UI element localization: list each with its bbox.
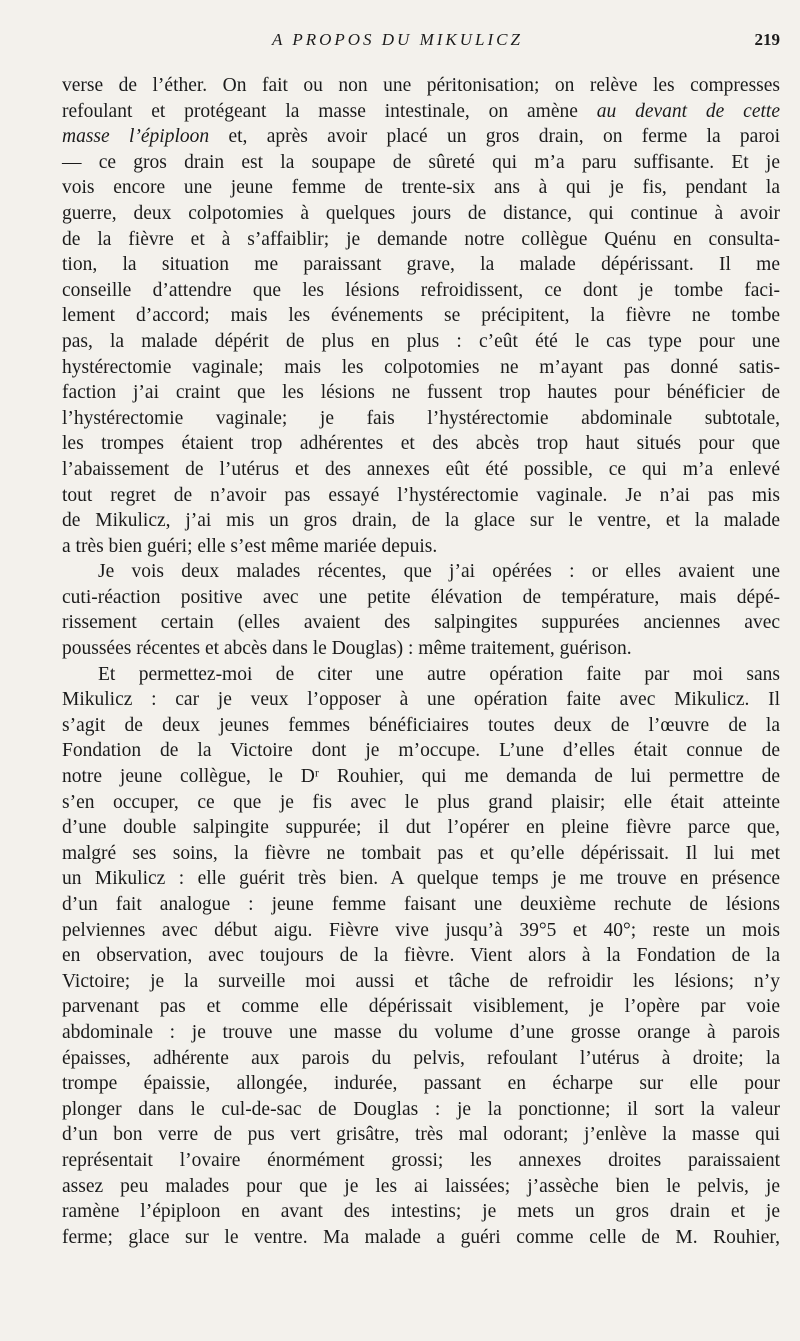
text-segment: hystérectomie vaginale; mais les colpotomies ne m’ayant pas donné satis- — [62, 356, 780, 378]
text-segment: masse l’épiploon — [62, 126, 210, 148]
text-line — [62, 994, 780, 1020]
text-segment: épaisses, adhérente aux parois du pelvis, refoulant l’utérus à droite; la — [62, 1047, 780, 1069]
text-line — [62, 662, 780, 688]
text-segment: d’une double salpingite suppurée; il dut l’opérer en pleine fièvre parce que, — [62, 817, 780, 839]
text-segment: d’un bon verre de pus vert grisâtre, très mal odorant; j’enlève la masse qui — [62, 1124, 780, 1146]
text-segment: malgré ses soins, la fièvre ne tombait pas et qu’elle dépérissait. Il lui met — [62, 842, 780, 864]
text-segment: assez peu malades pour que je les ai laissées; j’assèche bien le pelvis, je — [62, 1175, 780, 1197]
page-number: 219 — [754, 30, 780, 49]
text-line — [62, 841, 780, 867]
text-segment: l’abaissement de l’utérus et des annexes eût été possible, ce qui m’a enlevé — [62, 458, 780, 480]
text-line — [62, 406, 780, 432]
text-segment: faction j’ai craint que les lésions ne fussent trop hautes pour bénéficier de — [62, 382, 780, 404]
text-segment: cuti-réaction positive avec une petite élévation de température, mais dépé- — [62, 586, 780, 608]
text-segment: conseille d’attendre que les lésions refroidissent, ce dont je tombe faci- — [62, 279, 780, 301]
text-segment: poussées récentes et abcès dans le Douglas) : même traitement, guérison. — [62, 638, 632, 660]
text-segment: les trompes étaient trop adhérentes et des abcès trop haut situés pour que — [62, 433, 780, 455]
text-line — [62, 150, 780, 176]
text-line — [62, 73, 780, 99]
text-line — [62, 1046, 780, 1072]
text-segment: Mikulicz : car je veux l’opposer à une opération faite avec Mikulicz. Il — [62, 689, 780, 711]
text-line — [62, 687, 780, 713]
text-line — [62, 1199, 780, 1225]
text-line — [62, 329, 780, 355]
text-segment: abdominale : je trouve une masse du volume d’une grosse orange à parois — [62, 1021, 780, 1043]
text-line — [62, 457, 780, 483]
text-segment: s’en occuper, ce que je fis avec le plus grand plaisir; elle était atteinte — [62, 791, 780, 813]
text-segment: — ce gros drain est la soupape de sûreté qui m’a paru suffisante. Et je — [62, 151, 780, 173]
text-segment: ferme; glace sur le ventre. Ma malade a guéri comme celle de M. Rouhier, — [62, 1226, 780, 1248]
text-line — [62, 431, 780, 457]
text-line — [62, 892, 780, 918]
text-line — [62, 1097, 780, 1123]
text-line — [62, 610, 780, 636]
text-line — [62, 252, 780, 278]
text-line — [62, 175, 780, 201]
text-line — [62, 278, 780, 304]
text-segment: Victoire; je la surveille moi aussi et tâche de refroidir les lésions; n’y — [62, 970, 780, 992]
text-segment: rissement certain (elles avaient des salpingites suppurées anciennes avec — [62, 612, 780, 634]
text-segment: représentait l’ovaire énormément grossi; les annexes droites paraissaient — [62, 1149, 780, 1171]
text-segment: tion, la situation me paraissant grave, la malade dépérissant. Il me — [62, 254, 780, 276]
text-line — [62, 764, 780, 790]
text-segment: et, après avoir placé un gros drain, on ferme la paroi — [209, 126, 780, 148]
text-line — [62, 943, 780, 969]
text-line — [62, 201, 780, 227]
text-line — [62, 380, 780, 406]
text-line — [62, 483, 780, 509]
text-line — [62, 227, 780, 253]
text-line — [62, 508, 780, 534]
text-segment: de la fièvre et à s’affaiblir; je demande notre collègue Quénu en consulta- — [62, 228, 780, 250]
text-line — [62, 1174, 780, 1200]
running-header — [62, 30, 780, 54]
text-line — [62, 355, 780, 381]
text-segment: guerre, deux colpotomies à quelques jours de distance, qui continue à avoir — [62, 202, 780, 224]
text-segment: de Mikulicz, j’ai mis un gros drain, de la glace sur le ventre, et la malade — [62, 510, 780, 532]
text-segment: lement d’accord; mais les événements se précipitent, la fièvre ne tombe — [62, 305, 780, 327]
text-segment: vois encore une jeune femme de trente-six ans à qui je fis, pendant la — [62, 177, 780, 199]
text-segment: Fondation de la Victoire dont je m’occupe. L’une d’elles était connue de — [62, 740, 780, 762]
text-line — [62, 1225, 780, 1251]
text-segment: Je vois deux malades récentes, que j’ai opérées : or elles avaient une — [98, 561, 780, 583]
text-line — [62, 969, 780, 995]
text-segment: s’agit de deux jeunes femmes bénéficiaires toutes deux de l’œuvre de la — [62, 714, 780, 736]
text-line — [62, 1071, 780, 1097]
text-segment: tout regret de n’avoir pas essayé l’hystérectomie vaginale. Je n’ai pas mis — [62, 484, 780, 506]
text-segment: au devant de cette — [596, 100, 780, 122]
text-segment: verse de l’éther. On fait ou non une péritonisation; on relève les compresses — [62, 75, 780, 96]
text-segment: en observation, avec toujours de la fièvre. Vient alors à la Fondation de la — [62, 945, 780, 967]
text-line — [62, 636, 780, 662]
text-line — [62, 866, 780, 892]
text-segment: parvenant pas et comme elle dépérissait visiblement, je l’opère par voie — [62, 996, 780, 1018]
text-line — [62, 738, 780, 764]
text-segment: a très bien guéri; elle s’est même mariée depuis. — [62, 535, 438, 557]
text-segment: l’hystérectomie vaginale; je fais l’hystérectomie abdominale subtotale, — [62, 407, 780, 429]
text-line — [62, 1020, 780, 1046]
text-line — [62, 713, 780, 739]
text-segment: d’un fait analogue : jeune femme faisant une deuxième rechute de lésions — [62, 894, 780, 915]
text-segment: notre jeune collègue, le Dʳ Rouhier, qui me demanda de lui permettre de — [62, 766, 780, 788]
text-line — [62, 815, 780, 841]
text-segment: plonger dans le cul-de-sac de Douglas : je la ponctionne; il sort la valeur — [62, 1098, 780, 1120]
text-line — [62, 790, 780, 816]
text-line — [62, 585, 780, 611]
text-line — [62, 559, 780, 585]
text-line — [62, 303, 780, 329]
text-segment: pelviennes avec début aigu. Fièvre vive jusqu’à 39°5 et 40°; reste un mois — [62, 919, 780, 941]
text-segment: refoulant et protégeant la masse intestinale, on amène — [62, 100, 597, 122]
text-line — [62, 918, 780, 944]
body-text — [62, 73, 780, 1250]
text-line — [62, 124, 780, 150]
text-line — [62, 1148, 780, 1174]
text-segment: pas, la malade dépérit de plus en plus : c’eût été le cas type pour une — [62, 330, 780, 352]
text-line — [62, 99, 780, 125]
text-segment: trompe épaissie, allongée, indurée, passant en écharpe sur elle pour — [62, 1073, 780, 1095]
running-title: A PROPOS DU MIKULICZ — [272, 30, 523, 49]
text-line — [62, 534, 780, 560]
text-segment: Et permettez-moi de citer une autre opération faite par moi sans — [98, 663, 780, 685]
text-segment: ramène l’épiploon en avant des intestins; je mets un gros drain et je — [62, 1201, 780, 1223]
text-segment: un Mikulicz : elle guérit très bien. A quelque temps je me trouve en présence — [62, 868, 780, 890]
text-line — [62, 1122, 780, 1148]
